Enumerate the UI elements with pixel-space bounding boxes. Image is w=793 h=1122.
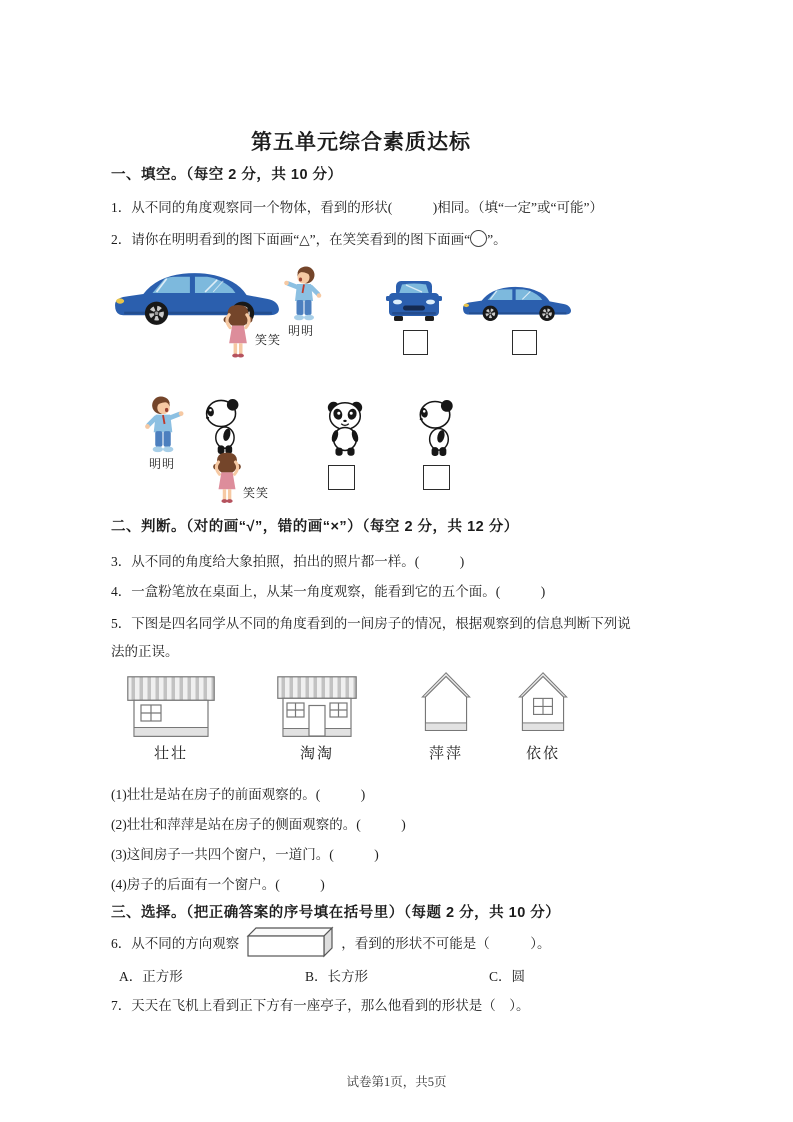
house-label-yiyi: 依依	[525, 746, 560, 762]
section-judge-heading: 二、判断。（对的画“√”，错的画“×”）（每空 2 分，共 12 分）	[111, 519, 519, 535]
car-side-view-large-icon	[112, 266, 282, 326]
question-4: 4．一盒粉笔放在桌面上，从某一角度观察，能看到它的五个面。( )	[111, 584, 546, 599]
question-6-text-start: 6．从不同的方向观察	[111, 936, 240, 951]
observer-label-xiaoxiao: 笑笑	[243, 486, 270, 500]
house-label-zhuangzhuang: 壮壮	[153, 746, 188, 762]
observer-label-mingming: 明明	[288, 324, 315, 338]
question-3: 3．从不同的角度给大象拍照，拍出的照片都一样。( )	[111, 554, 465, 569]
answer-box-car-side	[512, 330, 537, 355]
house-label-taotao: 淘淘	[299, 746, 334, 762]
house-gable-plain-icon	[420, 672, 472, 738]
question-6-option-b: B．长方形	[305, 969, 369, 984]
question-6	[111, 926, 551, 958]
observer-label-mingming: 明明	[149, 457, 176, 471]
house-striped-roof-one-window-icon	[127, 676, 215, 738]
question-5-sub-2: (2)壮壮和萍萍是站在房子的侧面观察的。( )	[111, 817, 406, 832]
question-6-option-a: A．正方形	[119, 969, 183, 984]
question-2-text-end: ”。	[487, 232, 507, 247]
house-front-door-two-windows-icon	[277, 676, 357, 738]
house-label-pingping: 萍萍	[428, 746, 463, 762]
question-6-text-end: ，看到的形状不可能是（ ）。	[341, 936, 551, 951]
question-6-option-c: C．圆	[489, 969, 526, 984]
question-5: 5．下图是四名同学从不同的角度看到的一间房子的情况，根据观察到的信息判断下列说法的正误。	[111, 616, 631, 659]
car-side-view-icon	[461, 282, 573, 322]
girl-back-view-icon	[211, 450, 243, 506]
section-choice-heading: 三、选择。（把正确答案的序号填在括号里）（每题 2 分，共 10 分）	[111, 905, 561, 921]
question-2	[111, 228, 507, 248]
panda-side-view-icon	[201, 399, 245, 455]
observer-label-xiaoxiao: 笑笑	[255, 333, 282, 347]
question-5-sub-3: (3)这间房子一共四个窗户，一道门。( )	[111, 847, 379, 862]
question-5-sub-1: (1)壮壮是站在房子的前面观察的。( )	[111, 787, 366, 802]
rectangular-box-3d-icon	[244, 926, 336, 958]
question-2-text-start: 2．请你在明明看到的图下面画“△”，在笑笑看到的图下面画“	[111, 232, 471, 247]
car-front-view-icon	[386, 278, 442, 322]
answer-box-car-front	[403, 330, 428, 355]
question-1: 1．从不同的角度观察同一个物体，看到的形状( )相同。（填“一定”或“可能”）	[111, 200, 603, 215]
page-footer: 试卷第1页，共5页	[346, 1075, 447, 1089]
girl-back-view-icon	[221, 303, 255, 360]
house-gable-window-icon	[517, 672, 569, 738]
answer-box-panda-side	[423, 465, 450, 490]
circle-symbol-icon	[470, 230, 487, 247]
panda-side-view-icon	[416, 400, 458, 457]
boy-figure-icon	[283, 266, 325, 324]
boy-figure-icon	[141, 396, 185, 456]
question-7: 7．天天在飞机上看到正下方有一座亭子，那么他看到的形状是（ ）。	[111, 998, 530, 1013]
section-fill-heading: 一、填空。（每空 2 分，共 10 分）	[111, 167, 343, 183]
answer-box-panda-front	[328, 465, 355, 490]
question-5-sub-4: (4)房子的后面有一个窗户。( )	[111, 877, 325, 892]
panda-front-view-icon	[324, 400, 366, 457]
page-title: 第五单元综合素质达标	[251, 131, 471, 154]
